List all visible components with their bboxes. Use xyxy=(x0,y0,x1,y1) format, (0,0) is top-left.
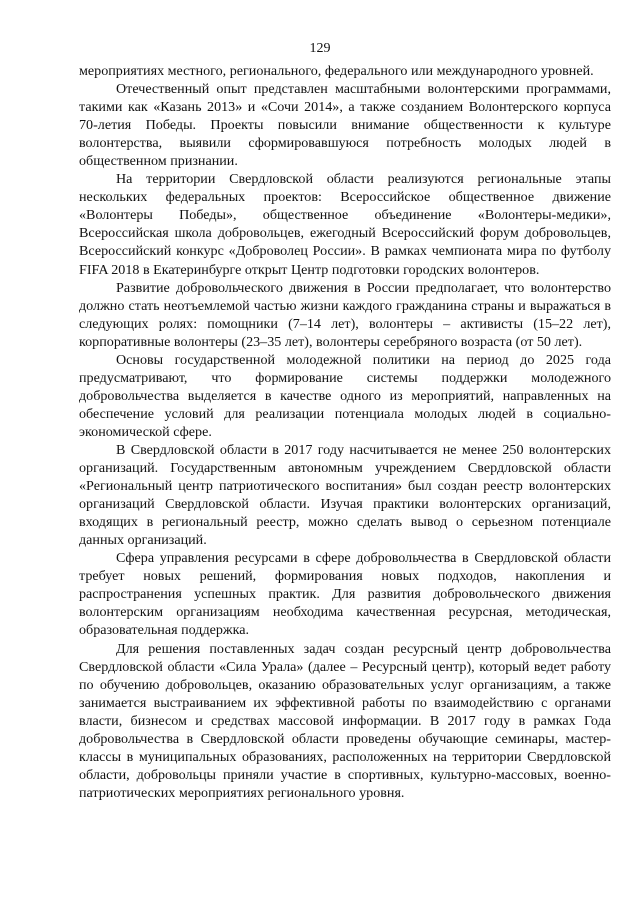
paragraph-continuation: мероприятиях местного, регионального, федерального или международного уровней. xyxy=(79,63,594,79)
paragraph-domestic-experience: Отечественный опыт представлен масштабными волонтерскими программами, такими как «Казань 2013» и «Сочи 2014», а также созданием Волонтерского корпуса 70-летия Победы. Проекты повысили внимание общественности к культуре волонтерства, выявили сформировавшуюся потребность молодых людей в общественном признании. xyxy=(79,81,611,170)
paragraph-federal-projects: На территории Свердловской области реализуются региональные этапы нескольких федеральных проектов: Всероссийское общественное движение «Волонтеры Победы», общественное объединение «Волонтеры-медики», Всероссийская школа добровольцев, ежегодный Всероссийский форум добровольцев, Всероссийский конкурс «Доброволец России». В рамках чемпионата мира по футболу FIFA 2018 в Екатеринбурге открыт Центр подготовки городских волонтеров. xyxy=(79,171,611,278)
paragraph-volunteer-roles: Развитие добровольческого движения в России предполагает, что волонтерство должно стать неотъемлемой частью жизни каждого гражданина страны и выражаться в следующих ролях: помощники (7–14 лет), волонтеры – активисты (15–22 лет), корпоративные волонтеры (23–35 лет), волонтеры серебряного возраста (от 50 лет). xyxy=(79,279,611,350)
page-number: 129 xyxy=(309,41,331,56)
document-body xyxy=(79,62,611,802)
paragraph-organizations-registry: В Свердловской области в 2017 году насчитывается не менее 250 волонтерских организаций. Государственным автономным учреждением Свердловской области «Региональный центр патриотического воспитания» был создан реестр волонтерских организаций Свердловской области. Изучая практики волонтерских организаций, входящих в региональный реестр, можно сделать вывод о серьезном потенциале данных организаций. xyxy=(79,441,611,549)
paragraph-resource-center: Для решения поставленных задач создан ресурсный центр добровольчества Свердловской области «Сила Урала» (далее – Ресурсный центр), который ведет работу по обучению добровольцев, оказанию образовательных услуг организациям, а также занимается выстраиванием их эффективной работы по взаимодействию с органами власти, бизнесом и средствах массовой информации. В 2017 году в рамках Года добровольчества в Свердловской области проведены обучающие семинары, мастер-классы в муниципальных образованиях, расположенных на территории Свердловской области, добровольцы приняли участие в спортивных, культурно-массовых, военно-патриотических мероприятиях регионального уровня. xyxy=(79,640,611,801)
paragraph-youth-policy: Основы государственной молодежной политики на период до 2025 года предусматривают, что формирование системы поддержки молодежного добровольчества выделяется в качестве одного из мероприятий, направленных на обеспечение условий для реализации потенциала молодых людей в социально-экономической сфере. xyxy=(79,351,611,440)
paragraph-resource-management: Сфера управления ресурсами в сфере добровольчества в Свердловской области требует новых решений, формирования новых подходов, накопления и распространения успешных практик. Для развития добровольческого движения волонтерским организациям необходима качественная ресурсная, методическая, образовательная поддержка. xyxy=(79,550,611,639)
